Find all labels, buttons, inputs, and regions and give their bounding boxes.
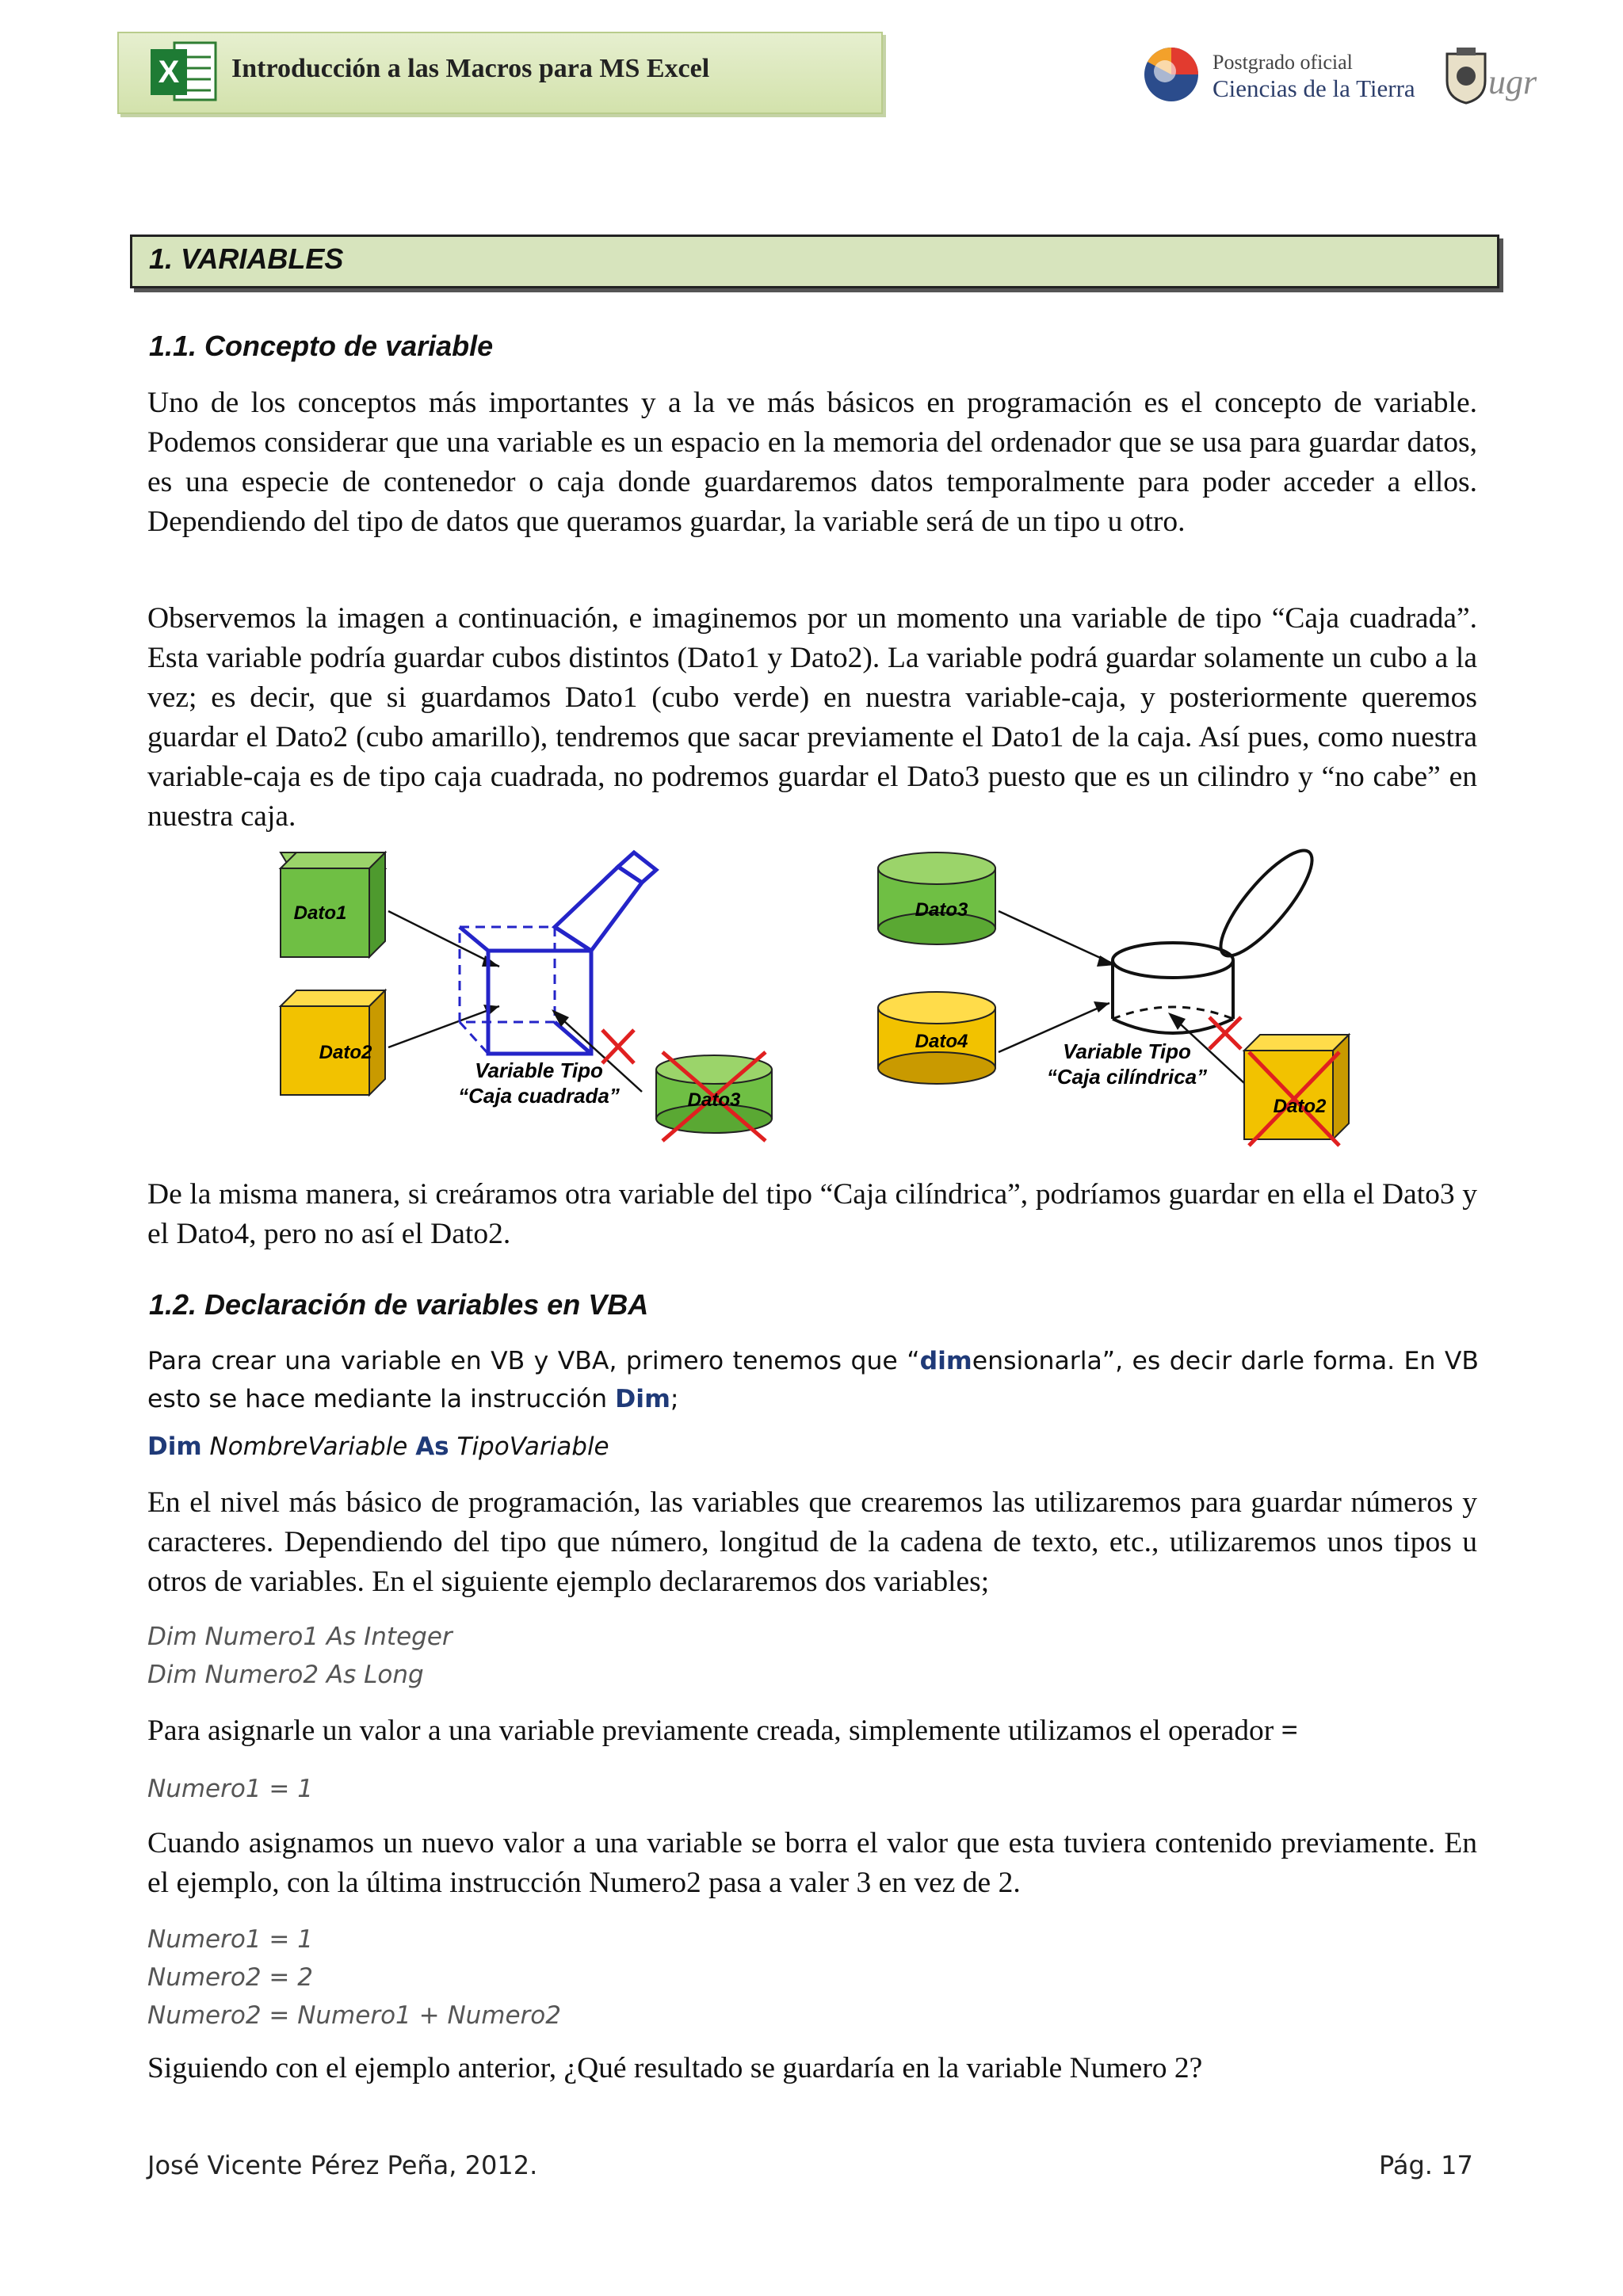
subsection-title-1-2: 1.2. Declaración de variables en VBA — [149, 1288, 649, 1321]
dato1-label: Dato1 — [293, 902, 347, 924]
header-title: Introducción a las Macros para MS Excel — [231, 54, 710, 83]
footer-author: José Vicente Pérez Peña, 2012. — [147, 2150, 538, 2180]
variable-types-figure — [269, 840, 1355, 1157]
paragraph-nuevo-valor: Cuando asignamos un nuevo valor a una variable se borra el valor que esta tuviera contenido previamente. En el ejemplo, con la última instrucción Numero2 pasa a valer 3 en vez de 2. — [147, 1827, 1477, 1899]
cylinder-box-icon — [1113, 840, 1325, 1033]
caption-cylinder-1: Variable Tipo — [1063, 1039, 1191, 1063]
ciencias-logo-icon — [1141, 44, 1201, 105]
caption-square-1: Variable Tipo — [475, 1058, 603, 1082]
caption-cylinder-2: “Caja cilíndrica” — [1046, 1065, 1208, 1089]
paragraph-nivel-basico: En el nivel más básico de programación, las variables que crearemos las utilizaremos para guardar números y caracteres. Dependiendo del tipo que número, longitud de la cadena de texto, etc., utilizaremos unos tipos u otros de variables. En el siguiente ejemplo declararemos dos variables; — [147, 1486, 1477, 1598]
dato3-label-left: Dato3 — [687, 1089, 741, 1111]
excel-logo-icon — [147, 38, 219, 105]
ugr-crest-icon — [1441, 46, 1491, 105]
dato3-label-right: Dato3 — [915, 899, 968, 921]
caption-square-2: “Caja cuadrada” — [458, 1084, 620, 1108]
syntax-line: Dim NombreVariable As TipoVariable — [147, 1432, 609, 1461]
code-block-sum: Numero1 = 1 Numero2 = 2 Numero2 = Numero1 + Numero2 — [147, 1925, 561, 2030]
paragraph-concepto: Uno de los conceptos más importantes y a la ve más básicos en programación es el concepto de variable. Podemos considerar que una variable es un espacio en la memoria del ordenador que se usa para guardar datos, es una especie de contenedor o caja donde guardaremos datos temporalmente para poder acceder a ellos. Dependiendo del tipo de datos que queramos guardar, la variable será de un tipo u otro. — [147, 387, 1477, 538]
paragraph-cilindrica: De la misma manera, si creáramos otra variable del tipo “Caja cilíndrica”, podríamos guardar en ella el Dato3 y el Dato4, pero no así el Dato2. — [147, 1178, 1477, 1250]
dato2-label-left: Dato2 — [319, 1042, 372, 1063]
code-line-assign: Numero1 = 1 — [147, 1775, 313, 1803]
dato3-cylinder-right — [878, 852, 995, 944]
dato2-cube-right — [1244, 1035, 1349, 1146]
svg-text:X: X — [158, 55, 180, 90]
section-title: 1. VARIABLES — [149, 242, 344, 275]
paragraph-asignar: Para asignarle un valor a una variable previamente creada, simplemente utilizamos el operador = — [147, 1714, 1299, 1747]
postgrado-label: Postgrado oficial — [1212, 51, 1353, 74]
paragraph-pregunta: Siguiendo con el ejemplo anterior, ¿Qué resultado se guardaría en la variable Numero 2? — [147, 2052, 1203, 2084]
ugr-logo-text: ugr — [1488, 63, 1537, 101]
paragraph-observemos: Observemos la imagen a continuación, e imaginemos por un momento una variable de tipo “Caja cuadrada”. Esta variable podría guardar cubos distintos (Dato1 y Dato2). La variable podrá guardar solamente un cubo a la vez; es decir, que si guardamos Dato1 (cubo verde) en nuestra variable-caja, y posteriormente queremos guardar el Dato2 (cubo amarillo), tendremos que sacar previamente el Dato1 de la caja. Así pues, como nuestra variable-caja es de tipo caja cuadrada, no podremos guardar el Dato3 puesto que es un cilindro y “no cabe” en nuestra caja. — [147, 602, 1477, 833]
square-box-icon — [460, 852, 656, 1054]
dato2-label-right: Dato2 — [1273, 1096, 1327, 1117]
footer-page-number: Pág. 17 — [1379, 2150, 1473, 2180]
ciencias-label: Ciencias de la Tierra — [1212, 74, 1415, 102]
dato4-label: Dato4 — [915, 1031, 968, 1052]
code-block-declaration: Dim Numero1 As Integer Dim Numero2 As Long — [147, 1623, 453, 1689]
paragraph-dimensionar: Para crear una variable en VB y VBA, primero tenemos que “dimensionarla”, es decir darle forma. En VB esto se hace mediante la instrucción Dim; — [147, 1347, 1479, 1413]
subsection-title-1-1: 1.1. Concepto de variable — [149, 330, 494, 362]
